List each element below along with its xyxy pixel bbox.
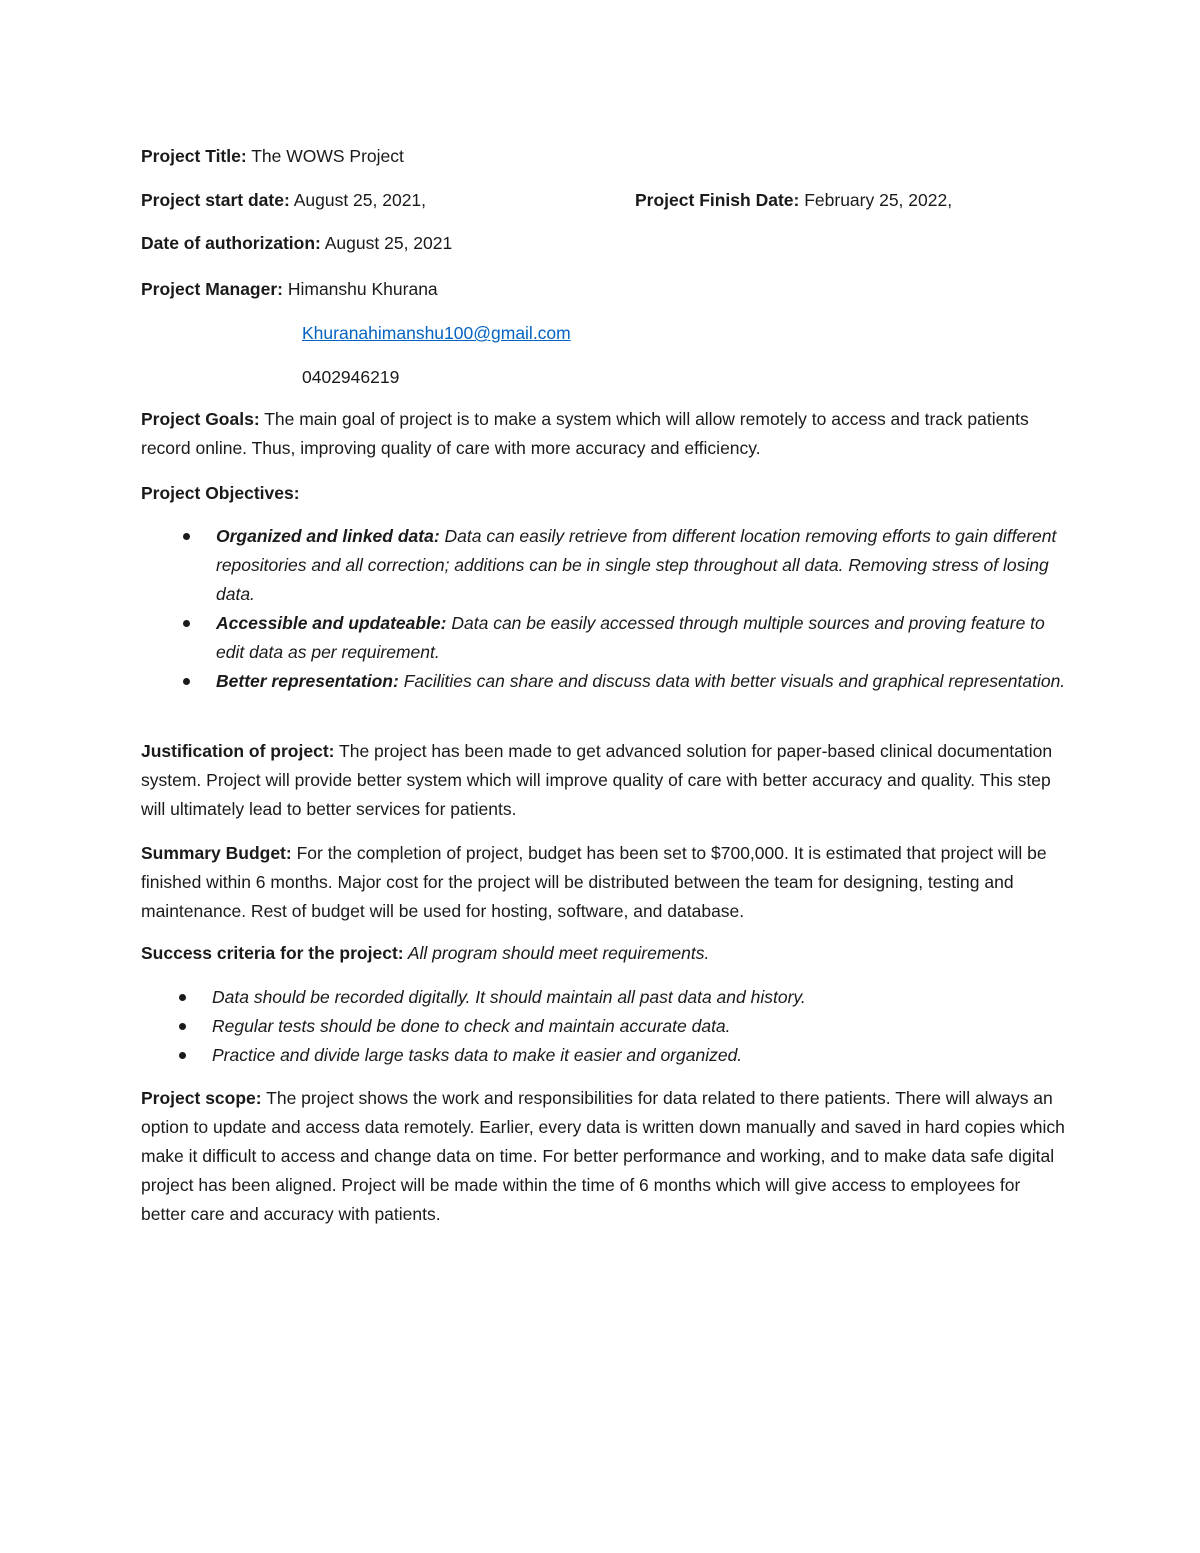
objective-text: Facilities can share and discuss data with better visuals and graphical representation. xyxy=(398,671,1066,691)
project-scope-text: The project shows the work and responsibilities for data related to there patients. There will always an option to update and access data remotely. Earlier, every data is written down manually and saved in hard copies which make it difficult to access and change data on time. For better performance and working, and to make data safe digital project has been aligned. Project will be made within the time of 6 months which will give access to employees for better care and accuracy with patients. xyxy=(141,1088,1065,1224)
authorization-line xyxy=(141,232,452,254)
authorization-value: August 25, 2021 xyxy=(320,233,453,253)
objective-text: Data can easily retrieve from different location removing efforts to gain different repositories and all correction; additions can be in single step throughout all data. Removing stress of losing data. xyxy=(216,526,1057,604)
criterion-text: Practice and divide large tasks data to make it easier and organized. xyxy=(212,1045,743,1065)
project-finish-line xyxy=(635,189,952,211)
project-goals-text: The main goal of project is to make a system which will allow remotely to access and track patients record online. Thus, improving quality of care with more accuracy and efficiency. xyxy=(141,409,1029,458)
project-title-label: Project Title: xyxy=(141,146,247,166)
justification-text: The project has been made to get advanced solution for paper-based clinical documentation system. Project will provide better system which will improve quality of care with better accuracy and quality. This step will ultimately lead to better services for patients. xyxy=(141,741,1053,819)
justification xyxy=(141,737,1066,824)
phone-number: 0402946219 xyxy=(302,367,400,387)
bullet-icon xyxy=(183,533,190,540)
success-criteria-list xyxy=(141,983,1066,1070)
project-start-value: August 25, 2021, xyxy=(289,190,427,210)
project-finish-value: February 25, 2022, xyxy=(799,190,953,210)
project-finish-label: Project Finish Date: xyxy=(635,190,800,210)
project-title-value: The WOWS Project xyxy=(246,146,404,166)
authorization-label: Date of authorization: xyxy=(141,233,321,253)
project-objectives-label: Project Objectives: xyxy=(141,483,300,503)
project-manager-label: Project Manager: xyxy=(141,279,283,299)
success-criteria-text: All program should meet requirements. xyxy=(403,943,710,963)
objective-label: Accessible and updateable: xyxy=(216,613,447,633)
success-criteria xyxy=(141,939,1066,968)
project-scope-label: Project scope: xyxy=(141,1088,262,1108)
project-goals xyxy=(141,405,1066,463)
list-item xyxy=(141,983,1066,1012)
summary-budget-label: Summary Budget: xyxy=(141,843,292,863)
summary-budget xyxy=(141,839,1066,926)
project-goals-label: Project Goals: xyxy=(141,409,260,429)
phone-line xyxy=(302,366,399,388)
email-link[interactable]: Khuranahimanshu100@gmail.com xyxy=(302,323,571,343)
email-line xyxy=(302,322,571,344)
bullet-icon xyxy=(179,1023,186,1030)
project-start-line xyxy=(141,189,426,211)
objectives-list xyxy=(141,522,1066,696)
bullet-icon xyxy=(179,994,186,1001)
bullet-icon xyxy=(183,620,190,627)
criterion-text: Regular tests should be done to check and maintain accurate data. xyxy=(212,1016,731,1036)
bullet-icon xyxy=(179,1052,186,1059)
objective-label: Organized and linked data: xyxy=(216,526,440,546)
list-item xyxy=(141,1012,1066,1041)
list-item xyxy=(141,667,1066,696)
project-start-label: Project start date: xyxy=(141,190,290,210)
list-item xyxy=(141,609,1066,667)
list-item xyxy=(141,1041,1066,1070)
objective-label: Better representation: xyxy=(216,671,399,691)
bullet-icon xyxy=(183,678,190,685)
justification-label: Justification of project: xyxy=(141,741,335,761)
summary-budget-text: For the completion of project, budget has been set to $700,000. It is estimated that project will be finished within 6 months. Major cost for the project will be distributed between the team for designing, testing and maintenance. Rest of budget will be used for hosting, software, and database. xyxy=(141,843,1047,921)
project-scope xyxy=(141,1084,1066,1229)
success-criteria-label: Success criteria for the project: xyxy=(141,943,404,963)
project-manager-value: Himanshu Khurana xyxy=(282,279,438,299)
project-title-line xyxy=(141,145,404,167)
project-objectives-heading xyxy=(141,482,300,504)
project-manager-line xyxy=(141,278,438,300)
objective-text: Data can be easily accessed through multiple sources and proving feature to edit data as per requirement. xyxy=(216,613,1045,662)
criterion-text: Data should be recorded digitally. It should maintain all past data and history. xyxy=(212,987,806,1007)
list-item xyxy=(141,522,1066,609)
